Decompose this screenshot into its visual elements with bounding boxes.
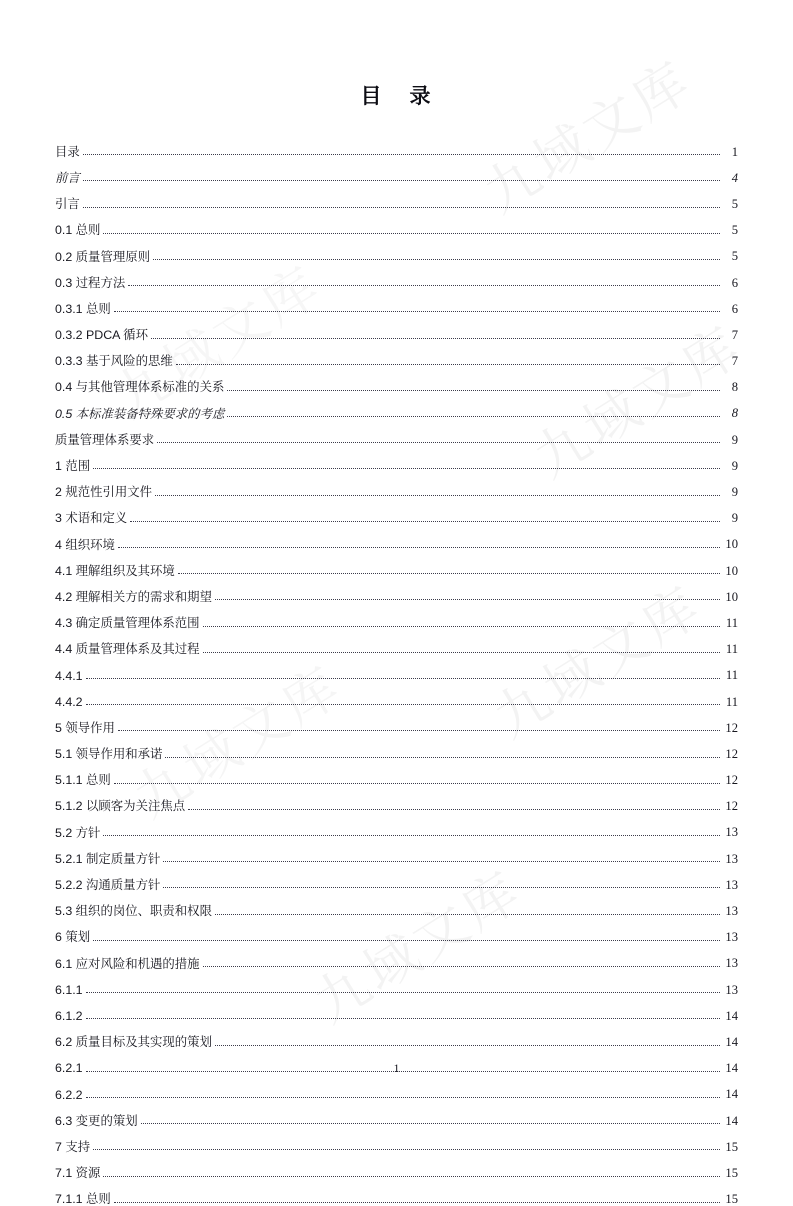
toc-entry-label: 0.4 与其他管理体系标准的关系	[55, 380, 225, 395]
toc-entry[interactable]	[55, 368, 738, 394]
toc-entry-label: 2 规范性引用文件	[55, 485, 153, 500]
page-title-left: 目	[360, 85, 384, 108]
toc-leader-dots	[155, 494, 720, 496]
toc-leader-dots	[83, 153, 720, 155]
toc-entry-label: 4.3 确定质量管理体系范围	[55, 616, 200, 631]
toc-entry-page-number: 14	[725, 1087, 738, 1102]
toc-leader-dots	[86, 1096, 720, 1098]
toc-entry[interactable]	[55, 708, 738, 734]
table-of-contents	[55, 132, 738, 1206]
toc-entry-page-number: 12	[725, 773, 738, 788]
toc-entry-page-number: 11	[725, 642, 738, 657]
toc-leader-dots	[86, 677, 720, 679]
toc-leader-dots	[83, 179, 720, 181]
toc-entry-page-number: 9	[731, 511, 738, 526]
toc-leader-dots	[118, 729, 720, 731]
toc-leader-dots	[151, 337, 720, 339]
toc-entry-page-number: 12	[725, 720, 738, 735]
page-title-right: 录	[409, 85, 433, 108]
toc-entry-page-number: 5	[731, 196, 738, 211]
toc-entry-label: 目录	[55, 144, 80, 159]
toc-entry-label: 质量管理体系要求	[55, 432, 155, 447]
toc-entry-label: 6.1.2	[55, 1008, 83, 1023]
toc-entry-page-number: 15	[725, 1139, 738, 1154]
toc-entry-page-number: 4	[731, 170, 738, 185]
toc-entry-page-number: 11	[725, 694, 738, 709]
toc-entry[interactable]	[55, 918, 738, 944]
toc-leader-dots	[86, 991, 720, 993]
toc-entry[interactable]	[55, 237, 738, 263]
toc-entry[interactable]	[55, 761, 738, 787]
toc-entry-page-number: 11	[725, 668, 738, 683]
toc-leader-dots	[165, 756, 720, 758]
toc-leader-dots	[203, 965, 720, 967]
toc-entry-page-number: 13	[725, 877, 738, 892]
toc-entry-page-number: 10	[725, 589, 738, 604]
toc-leader-dots	[128, 284, 720, 286]
toc-entry-label: 5.3 组织的岗位、职责和权限	[55, 904, 212, 919]
toc-entry-label: 6.2 质量目标及其实现的策划	[55, 1035, 212, 1050]
toc-entry-page-number: 14	[725, 1113, 738, 1128]
toc-entry-page-number: 10	[725, 537, 738, 552]
toc-entry[interactable]	[55, 342, 738, 368]
toc-entry-page-number: 1	[731, 144, 738, 159]
toc-entry[interactable]	[55, 289, 738, 315]
toc-leader-dots	[118, 546, 720, 548]
toc-entry[interactable]	[55, 682, 738, 708]
toc-entry-label: 0.3.2 PDCA 循环	[55, 328, 148, 343]
toc-leader-dots	[227, 415, 720, 417]
toc-entry-label: 6 策划	[55, 930, 91, 945]
toc-leader-dots	[153, 258, 720, 260]
toc-leader-dots	[86, 1017, 720, 1019]
toc-entry-page-number: 5	[731, 249, 738, 264]
page-title	[55, 0, 738, 132]
toc-entry[interactable]	[55, 839, 738, 865]
toc-entry[interactable]	[55, 420, 738, 446]
toc-entry[interactable]	[55, 603, 738, 629]
toc-entry-label: 7.1 资源	[55, 1166, 101, 1181]
toc-entry-label: 5.1 领导作用和承诺	[55, 747, 163, 762]
toc-entry-page-number: 14	[725, 1061, 738, 1076]
toc-entry-label: 4.1 理解组织及其环境	[55, 563, 175, 578]
toc-entry[interactable]	[55, 132, 738, 158]
toc-entry-page-number: 9	[731, 432, 738, 447]
toc-leader-dots	[83, 206, 720, 208]
toc-entry[interactable]	[55, 787, 738, 813]
toc-entry-label: 4.4.1	[55, 668, 83, 683]
toc-leader-dots	[203, 625, 720, 627]
toc-entry[interactable]	[55, 865, 738, 891]
toc-leader-dots	[141, 1122, 720, 1124]
toc-entry[interactable]	[55, 577, 738, 603]
toc-entry[interactable]	[55, 158, 738, 184]
toc-leader-dots	[93, 939, 720, 941]
toc-entry-label: 0.5 本标准装备特殊要求的考虑	[55, 406, 225, 421]
toc-entry-page-number: 11	[725, 615, 738, 630]
toc-entry[interactable]	[55, 996, 738, 1022]
toc-entry-page-number: 6	[731, 275, 738, 290]
toc-entry-page-number: 8	[731, 406, 738, 421]
toc-entry-page-number: 14	[725, 1008, 738, 1023]
toc-leader-dots	[103, 834, 720, 836]
toc-entry-label: 0.3 过程方法	[55, 275, 126, 290]
toc-entry-label: 4.4 质量管理体系及其过程	[55, 642, 200, 657]
toc-entry-page-number: 9	[731, 485, 738, 500]
toc-entry-label: 5.1.1 总则	[55, 773, 111, 788]
toc-entry-label: 0.1 总则	[55, 223, 101, 238]
toc-entry-label: 0.3.1 总则	[55, 301, 111, 316]
toc-leader-dots	[103, 1175, 720, 1177]
toc-entry-page-number: 7	[731, 354, 738, 369]
toc-entry-label: 6.1.1	[55, 982, 83, 997]
toc-entry-label: 0.3.3 基于风险的思维	[55, 354, 173, 369]
toc-entry-page-number: 12	[725, 799, 738, 814]
toc-leader-dots	[188, 808, 720, 810]
toc-leader-dots	[215, 913, 720, 915]
toc-entry-label: 6.1 应对风险和机遇的措施	[55, 956, 200, 971]
toc-entry[interactable]	[55, 734, 738, 760]
toc-entry[interactable]	[55, 1022, 738, 1048]
toc-entry[interactable]	[55, 1101, 738, 1127]
toc-entry-label: 5.2 方针	[55, 825, 101, 840]
toc-entry-label: 前言	[55, 170, 80, 185]
toc-entry-label: 0.2 质量管理原则	[55, 249, 151, 264]
toc-entry-label: 7 支持	[55, 1139, 91, 1154]
toc-entry-label: 7.1.1 总则	[55, 1192, 111, 1206]
toc-entry[interactable]	[55, 315, 738, 341]
toc-leader-dots	[103, 232, 720, 234]
toc-entry[interactable]	[55, 525, 738, 551]
toc-entry-label: 5.2.1 制定质量方针	[55, 851, 161, 866]
toc-entry[interactable]	[55, 499, 738, 525]
toc-entry[interactable]	[55, 1153, 738, 1179]
toc-entry-page-number: 13	[725, 982, 738, 997]
toc-entry-page-number: 12	[725, 746, 738, 761]
toc-leader-dots	[114, 310, 720, 312]
toc-leader-dots	[93, 1148, 720, 1150]
toc-entry[interactable]	[55, 184, 738, 210]
toc-entry[interactable]	[55, 1127, 738, 1153]
toc-entry-page-number: 8	[731, 380, 738, 395]
toc-entry-page-number: 7	[731, 327, 738, 342]
toc-entry-label: 5.1.2 以顾客为关注焦点	[55, 799, 186, 814]
toc-entry[interactable]	[55, 446, 738, 472]
toc-entry[interactable]	[55, 263, 738, 289]
toc-entry[interactable]	[55, 1180, 738, 1206]
toc-leader-dots	[114, 782, 720, 784]
toc-leader-dots	[86, 703, 720, 705]
toc-leader-dots	[130, 520, 720, 522]
toc-leader-dots	[227, 389, 720, 391]
toc-entry-page-number: 13	[725, 930, 738, 945]
toc-entry-page-number: 10	[725, 563, 738, 578]
toc-entry-page-number: 15	[725, 1165, 738, 1180]
toc-entry[interactable]	[55, 1075, 738, 1101]
toc-entry[interactable]	[55, 813, 738, 839]
toc-entry-label: 引言	[55, 197, 80, 212]
toc-entry-label: 1 范围	[55, 459, 91, 474]
toc-entry-label: 6.2.2	[55, 1087, 83, 1102]
toc-leader-dots	[176, 363, 720, 365]
toc-entry-page-number: 5	[731, 223, 738, 238]
toc-entry-page-number: 13	[725, 825, 738, 840]
toc-entry[interactable]	[55, 472, 738, 498]
toc-entry-label: 5 领导作用	[55, 720, 115, 735]
toc-entry-label: 6.2.1	[55, 1061, 83, 1076]
toc-entry[interactable]	[55, 211, 738, 237]
toc-leader-dots	[163, 860, 720, 862]
toc-entry-label: 4.2 理解相关方的需求和期望	[55, 589, 212, 604]
toc-entry[interactable]	[55, 630, 738, 656]
toc-entry[interactable]	[55, 970, 738, 996]
toc-leader-dots	[203, 651, 720, 653]
toc-leader-dots	[93, 467, 720, 469]
toc-entry-page-number: 6	[731, 301, 738, 316]
toc-entry[interactable]	[55, 551, 738, 577]
toc-entry-page-number: 13	[725, 904, 738, 919]
toc-entry-label: 4.4.2	[55, 694, 83, 709]
toc-entry-label: 5.2.2 沟通质量方针	[55, 878, 161, 893]
toc-entry-page-number: 13	[725, 956, 738, 971]
toc-entry-page-number: 14	[725, 1034, 738, 1049]
toc-entry[interactable]	[55, 394, 738, 420]
toc-entry-label: 3 术语和定义	[55, 511, 128, 526]
toc-leader-dots	[163, 886, 720, 888]
toc-entry[interactable]	[55, 891, 738, 917]
toc-entry-page-number: 9	[731, 458, 738, 473]
toc-entry[interactable]	[55, 944, 738, 970]
toc-leader-dots	[114, 1201, 720, 1203]
page-number-footer: 1	[393, 1061, 400, 1075]
toc-entry-page-number: 15	[725, 1192, 738, 1206]
toc-leader-dots	[157, 441, 720, 443]
toc-entry-page-number: 13	[725, 851, 738, 866]
toc-entry-label: 4 组织环境	[55, 537, 115, 552]
toc-entry-label: 6.3 变更的策划	[55, 1113, 138, 1128]
toc-leader-dots	[215, 598, 720, 600]
toc-leader-dots	[178, 572, 720, 574]
toc-leader-dots	[215, 1044, 720, 1046]
toc-entry[interactable]	[55, 656, 738, 682]
